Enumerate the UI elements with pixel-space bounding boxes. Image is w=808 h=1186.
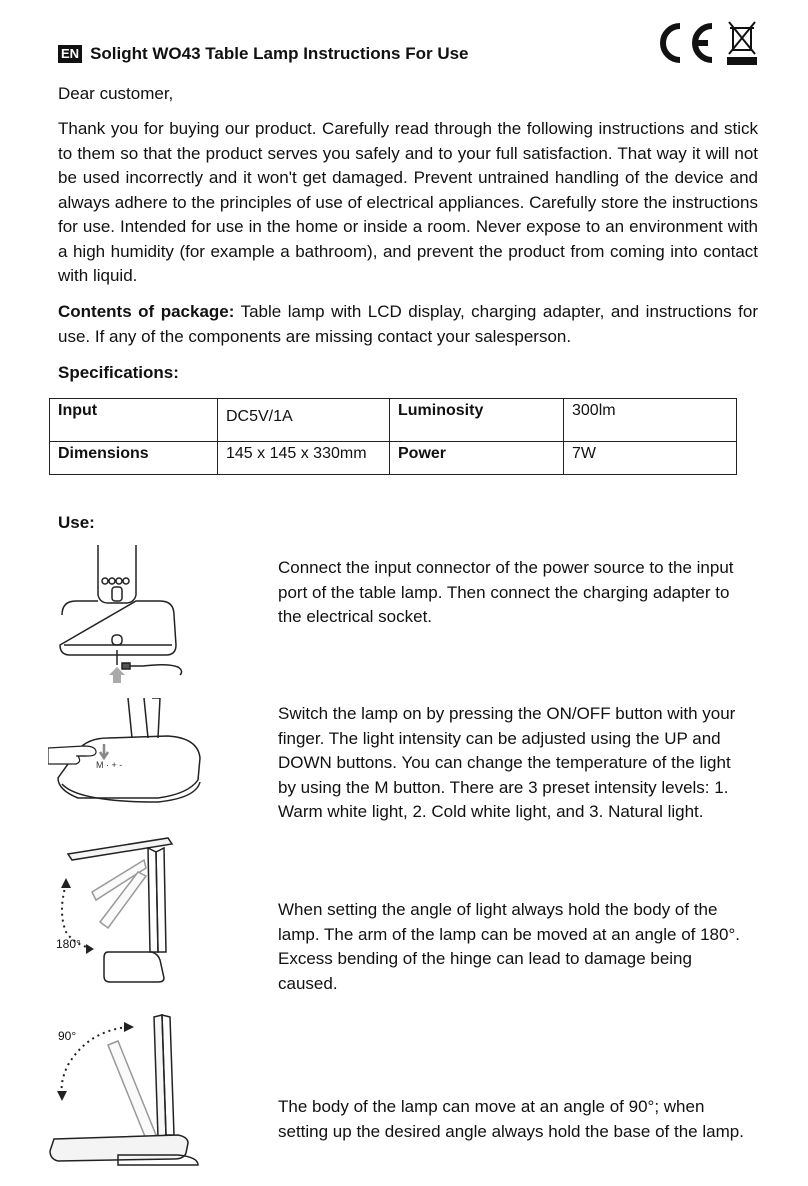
- use-step-4: The body of the lamp can move at an angle of 90°; when setting up the desired angle always hold the base of the lamp.: [278, 1097, 744, 1141]
- arrow-right-icon: [124, 1022, 134, 1032]
- intro-paragraph: Thank you for buying our product. Carefully read through the following instructions and stick to them so that the product serves you safely and to your full satisfaction. That way it will not be used incorrectly and it won't get damaged. Prevent untrained handling of the device and always adhere to the principles of use of electrical appliances. Carefully store the instructions for use. Intended for use in the home or inside a room. Never expose to an environment with a high humidity (for example a bathroom), and prevent the product from coming into contact with liquid.: [58, 119, 758, 285]
- document-header: [58, 44, 469, 64]
- specifications-heading: Specifications:: [58, 363, 179, 382]
- document-title: Solight WO43 Table Lamp Instructions For Use: [90, 44, 469, 63]
- spec-label: Dimensions: [50, 442, 218, 475]
- lamp-body-90-illustration: [48, 1005, 208, 1170]
- finger-hand-icon: [48, 746, 96, 764]
- spec-label: Input: [50, 399, 218, 442]
- spec-value: 7W: [564, 442, 737, 475]
- lamp-arm-180-illustration: [48, 832, 208, 992]
- spec-value: 300lm: [564, 399, 737, 442]
- svg-text:M · + -: M · + -: [96, 760, 123, 770]
- greeting: Dear customer,: [58, 84, 174, 103]
- package-contents: [58, 300, 758, 349]
- ce-mark-icon: [663, 26, 712, 60]
- package-contents-label: Contents of package:: [58, 302, 235, 321]
- spec-value: 145 x 145 x 330mm: [218, 442, 390, 475]
- lamp-charging-illustration: [48, 545, 198, 685]
- angle-label-180: 180°: [56, 937, 81, 951]
- spec-label: Power: [390, 442, 564, 475]
- language-badge: EN: [58, 45, 82, 63]
- arrow-right-icon: [86, 944, 94, 954]
- ce-weee-marks: [650, 18, 760, 68]
- use-step-1: Connect the input connector of the power source to the input port of the table lamp. Then connect the charging adapter to the electrical socket.: [278, 558, 734, 626]
- use-step-3: When setting the angle of light always hold the body of the lamp. The arm of the lamp can be moved at an angle of 180°. Excess bending of the hinge can lead to damage being caused.: [278, 900, 740, 993]
- spec-label: Luminosity: [390, 399, 564, 442]
- use-step-2: Switch the lamp on by pressing the ON/OFF button with your finger. The light intensity can be adjusted using the UP and DOWN buttons. You can change the temperature of the light by using the M button. There are 3 preset intensity levels: 1. Warm white light, 2. Cold white light, and 3. Natural light.: [278, 704, 736, 821]
- package-contents-text: Table lamp with LCD display, charging adapter, and instructions for use. If any of the components are missing contact your salesperson.: [58, 302, 758, 346]
- angle-label-90: 90°: [58, 1029, 77, 1043]
- specifications-table: [49, 398, 737, 475]
- arrow-up-icon: [61, 878, 71, 888]
- table-row: [50, 442, 737, 475]
- use-heading: Use:: [58, 513, 95, 532]
- table-row: [50, 399, 737, 442]
- arrow-down-icon: [57, 1091, 67, 1101]
- weee-bin-icon: [728, 22, 756, 64]
- spec-value: DC5V/1A: [218, 399, 390, 442]
- lamp-button-press-illustration: [48, 698, 208, 822]
